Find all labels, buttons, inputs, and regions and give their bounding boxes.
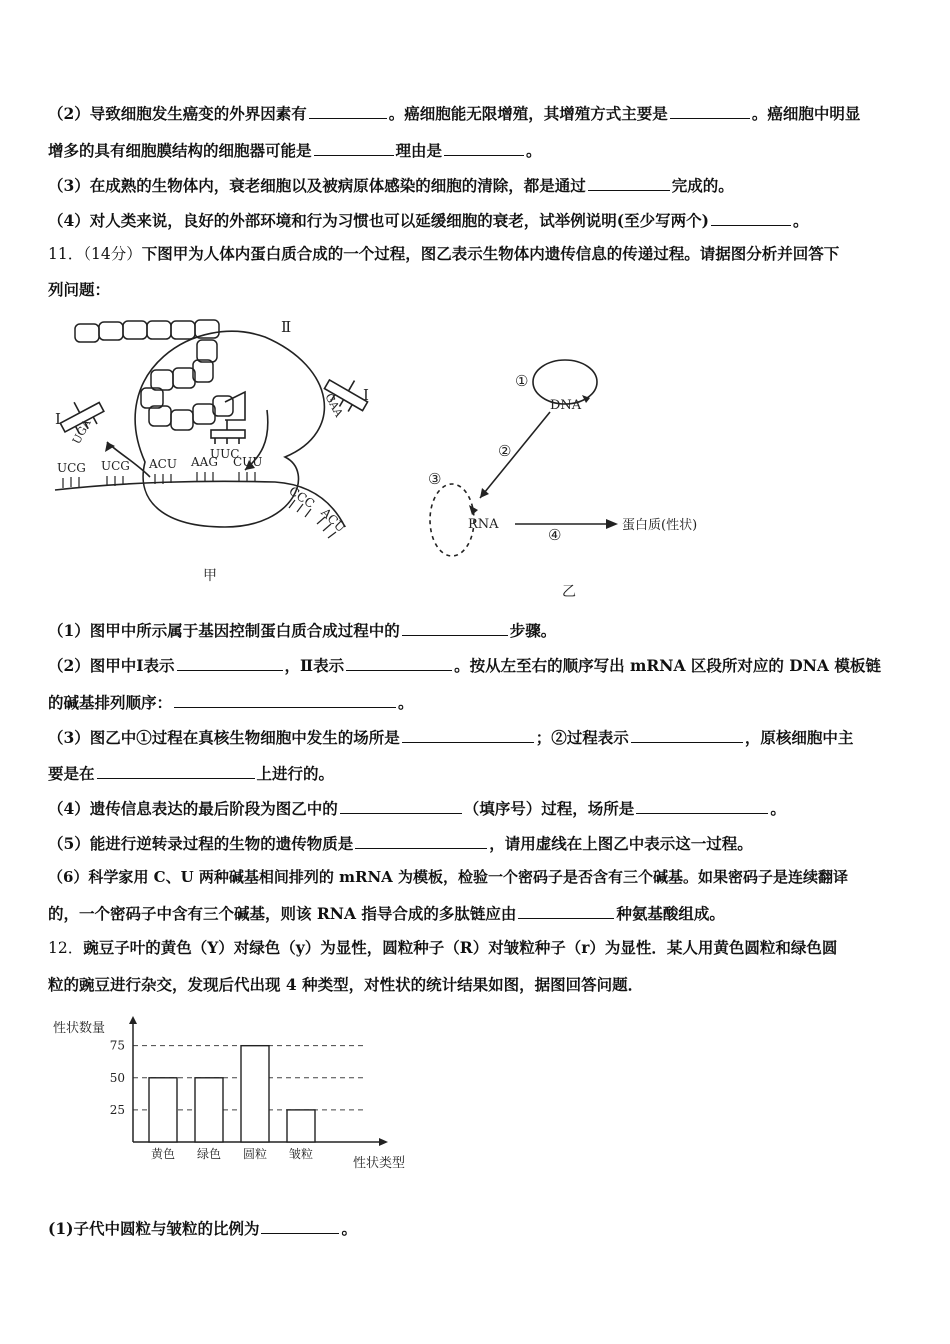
x-tick-label: 皱粒 — [288, 1147, 314, 1161]
step-1: ① — [515, 372, 529, 390]
bar-绿色 — [195, 1078, 223, 1142]
q12-stem-line-1: 12．豌豆子叶的黄色（Y）对绿色（y）为显性，圆粒种子（R）对皱粒种子（r）为显性．某人用黄色圆粒和绿色圆 — [48, 938, 838, 957]
codon-6: CCC — [286, 483, 318, 511]
answer-blank[interactable] — [711, 210, 791, 226]
chart-ylabel: 性状数量 — [53, 1021, 106, 1036]
q11-s6-line-2: 的，一个密码子中含有三个碱基，则该 RNA 指导合成的多肽链应由 种氨基酸组成。 — [48, 904, 725, 923]
answer-blank[interactable] — [355, 833, 487, 849]
figure-central-dogma — [420, 352, 740, 602]
codon-4: AAG — [191, 455, 218, 469]
transcription-arrow — [480, 412, 550, 498]
q11-s6-line-1: （6）科学家用 C、U 两种碱基相间排列的 mRNA 为模板，检验一个密码子是否含有三个碱基。如果密码子是连续翻译 — [48, 868, 849, 886]
q11-stem-line-1: 11．（14分）下图甲为人体内蛋白质合成的一个过程，图乙表示生物体内遗传信息的传递过程。请据图分析并回答下 — [48, 244, 840, 263]
answer-blank[interactable] — [588, 175, 670, 191]
q10-line-2: 增多的具有细胞膜结构的细胞器可能是 理由是 。 — [48, 141, 542, 160]
codon-7: ACU — [318, 505, 349, 536]
label-II: Ⅱ — [281, 318, 292, 336]
answer-blank[interactable] — [177, 655, 283, 671]
answer-blank[interactable] — [346, 655, 452, 671]
codon-5: CUU — [233, 455, 263, 469]
q10-line-4: （4）对人类来说，良好的外部环境和行为习惯也可以延缓细胞的衰老，试举例说明(至少写两个) 。 — [48, 211, 809, 230]
step-3: ③ — [428, 470, 442, 488]
answer-blank[interactable] — [636, 798, 768, 814]
q10-line-3: （3）在成熟的生物体内，衰老细胞以及被病原体感染的细胞的清除，都是通过 完成的。 — [48, 176, 734, 195]
answer-blank[interactable] — [518, 903, 614, 919]
q11-s5: （5）能进行逆转录过程的生物的遗传物质是 ，请用虚线在上图乙中表示这一过程。 — [48, 834, 753, 853]
figure-translation — [45, 312, 425, 592]
q12-s1: (1)子代中圆粒与皱粒的比例为 。 — [48, 1219, 357, 1238]
trait-bar-chart — [45, 1012, 445, 1182]
y-tick-label: 25 — [109, 1102, 125, 1117]
y-tick-label: 50 — [109, 1070, 125, 1085]
x-tick-label: 绿色 — [196, 1147, 222, 1161]
caption-jia: 甲 — [203, 568, 217, 584]
step-2: ② — [498, 442, 512, 460]
y-axis-arrow — [129, 1016, 137, 1024]
q11-s1: （1）图甲中所示属于基因控制蛋白质合成过程中的 步骤。 — [48, 621, 557, 640]
x-tick-label: 圆粒 — [242, 1147, 268, 1161]
x-tick-label: 黄色 — [150, 1147, 176, 1161]
anticodon-left: UGA — [69, 417, 94, 447]
label-I-left: I — [55, 410, 61, 428]
anticodon-right: GAA — [322, 391, 346, 420]
q11-stem-line-2: 列问题： — [48, 280, 111, 299]
bar-圆粒 — [241, 1046, 269, 1142]
rna-label: RNA — [468, 517, 499, 532]
bar-黄色 — [149, 1078, 177, 1142]
dna-label: DNA — [550, 398, 582, 413]
x-axis-arrow — [379, 1138, 388, 1146]
answer-blank[interactable] — [631, 727, 743, 743]
answer-blank[interactable] — [261, 1218, 339, 1234]
y-tick-label: 75 — [109, 1038, 125, 1053]
answer-blank[interactable] — [402, 620, 508, 636]
q11-s3-line-1: （3）图乙中①过程在真核生物细胞中发生的场所是 ；②过程表示 ，原核细胞中主 — [48, 728, 854, 747]
codon-2: UCG — [101, 459, 130, 473]
answer-blank[interactable] — [314, 140, 394, 156]
q11-s2-line-1: （2）图甲中Ⅰ表示 ，Ⅱ表示 。按从左至右的顺序写出 mRNA 区段所对应的 DNA 模板链 — [48, 656, 881, 675]
caption-yi: 乙 — [562, 584, 576, 600]
label-I-right: I — [363, 386, 369, 404]
step-4: ④ — [548, 526, 562, 544]
codon-1: UCG — [57, 461, 86, 475]
q12-stem-line-2: 粒的豌豆进行杂交，发现后代出现 4 种类型，对性状的统计结果如图，据图回答问题． — [48, 975, 644, 994]
answer-blank[interactable] — [402, 727, 534, 743]
q11-s3-line-2: 要是在 上进行的。 — [48, 764, 335, 783]
q11-s2-line-2: 的碱基排列顺序： 。 — [48, 693, 414, 712]
protein-label: 蛋白质(性状) — [622, 518, 698, 533]
answer-blank[interactable] — [340, 798, 462, 814]
chart-xlabel: 性状类型 — [353, 1156, 406, 1171]
codon-3: ACU — [149, 457, 177, 471]
answer-blank[interactable] — [444, 140, 524, 156]
bar-皱粒 — [287, 1110, 315, 1142]
answer-blank[interactable] — [670, 103, 750, 119]
answer-blank[interactable] — [309, 103, 387, 119]
answer-blank[interactable] — [97, 763, 255, 779]
q10-line-1: （2）导致细胞发生癌变的外界因素有 。癌细胞能无限增殖，其增殖方式主要是 。癌细胞中明显 — [48, 104, 861, 123]
anticodon-center: UUC — [210, 447, 240, 461]
q11-s4: （4）遗传信息表达的最后阶段为图乙中的 （填序号）过程，场所是 。 — [48, 799, 786, 818]
answer-blank[interactable] — [174, 692, 396, 708]
